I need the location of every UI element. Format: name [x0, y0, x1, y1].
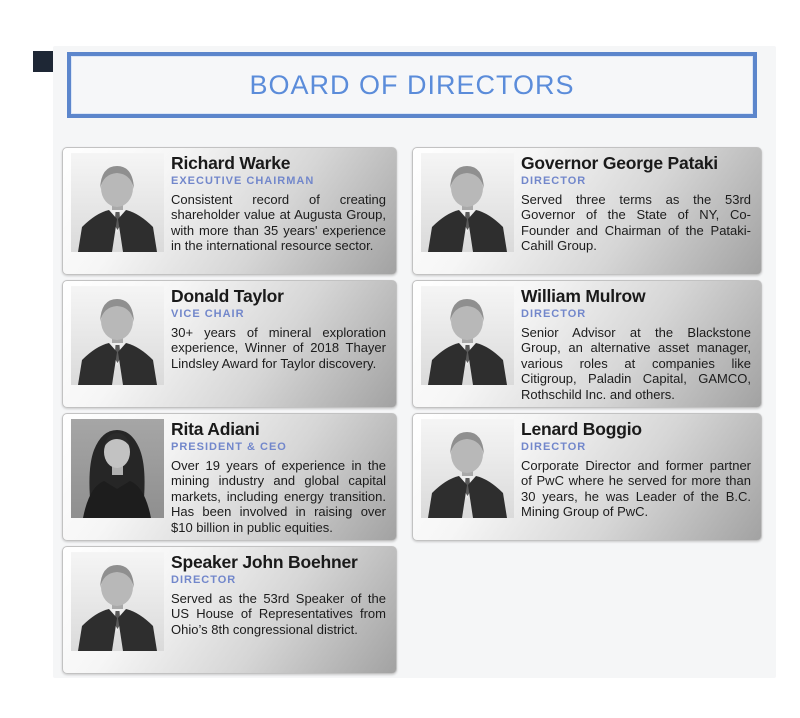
- director-card: [412, 413, 762, 541]
- director-bio: Served three terms as the 53rd Governor of the State of NY, Co-Founder and Chairman of the Pataki-Cahill Group.: [521, 192, 751, 254]
- director-portrait-photo: [71, 419, 164, 518]
- director-name: Rita Adiani: [171, 419, 260, 439]
- director-portrait-photo: [71, 286, 164, 385]
- director-info: [521, 420, 751, 520]
- director-info: [171, 154, 386, 254]
- director-name: Governor George Pataki: [521, 153, 718, 173]
- director-info: [171, 553, 386, 637]
- director-card: [62, 546, 397, 674]
- director-title: VICE CHAIR: [171, 308, 245, 320]
- director-card: [412, 147, 762, 275]
- director-title: DIRECTOR: [521, 175, 587, 187]
- director-title: DIRECTOR: [171, 574, 237, 586]
- director-bio: Corporate Director and former partner of PwC where he served for more than 30 years, he was Leader of the B.C. Mining Group of PwC.: [521, 458, 751, 520]
- director-portrait-photo: [71, 153, 164, 252]
- director-portrait-photo: [421, 419, 514, 518]
- director-bio: Served as the 53rd Speaker of the US House of Representatives from Ohio’s 8th congressional district.: [171, 591, 386, 637]
- board-column-left: [62, 147, 397, 674]
- director-name: Speaker John Boehner: [171, 552, 358, 572]
- director-bio: Senior Advisor at the Blackstone Group, an alternative asset manager, various roles at companies like Citigroup, Paladin Capital, GAMCO, Rothschild Inc. and others.: [521, 325, 751, 402]
- male-portrait-icon: [71, 286, 164, 385]
- director-portrait-photo: [421, 153, 514, 252]
- director-info: [521, 287, 751, 402]
- director-card: [62, 147, 397, 275]
- director-name: Donald Taylor: [171, 286, 284, 306]
- female-portrait-icon: [71, 419, 164, 518]
- director-card: [62, 280, 397, 408]
- director-name: Lenard Boggio: [521, 419, 642, 439]
- director-title: PRESIDENT & CEO: [171, 441, 287, 453]
- director-card: [412, 280, 762, 408]
- male-portrait-icon: [71, 153, 164, 252]
- director-portrait-photo: [421, 286, 514, 385]
- director-title: DIRECTOR: [521, 441, 587, 453]
- male-portrait-icon: [421, 286, 514, 385]
- page-title: BOARD OF DIRECTORS: [249, 69, 575, 100]
- director-info: [171, 287, 386, 371]
- director-card: [62, 413, 397, 541]
- director-info: [521, 154, 751, 254]
- director-name: Richard Warke: [171, 153, 291, 173]
- male-portrait-icon: [421, 153, 514, 252]
- director-info: [171, 420, 386, 535]
- director-bio: Consistent record of creating shareholder value at Augusta Group, with more than 35 years' experience in the international resource sector.: [171, 192, 386, 254]
- director-title: EXECUTIVE CHAIRMAN: [171, 175, 315, 187]
- director-portrait-photo: [71, 552, 164, 651]
- director-name: William Mulrow: [521, 286, 646, 306]
- male-portrait-icon: [71, 552, 164, 651]
- director-bio: Over 19 years of experience in the mining industry and global capital markets, including energy transition. Has been involved in raising over $10 billion in public equities.: [171, 458, 386, 535]
- director-bio: 30+ years of mineral exploration experience, Winner of 2018 Thayer Lindsley Award for Taylor discovery.: [171, 325, 386, 371]
- male-portrait-icon: [421, 419, 514, 518]
- page-title-box: [67, 52, 757, 118]
- board-column-right: [412, 147, 762, 541]
- director-title: DIRECTOR: [521, 308, 587, 320]
